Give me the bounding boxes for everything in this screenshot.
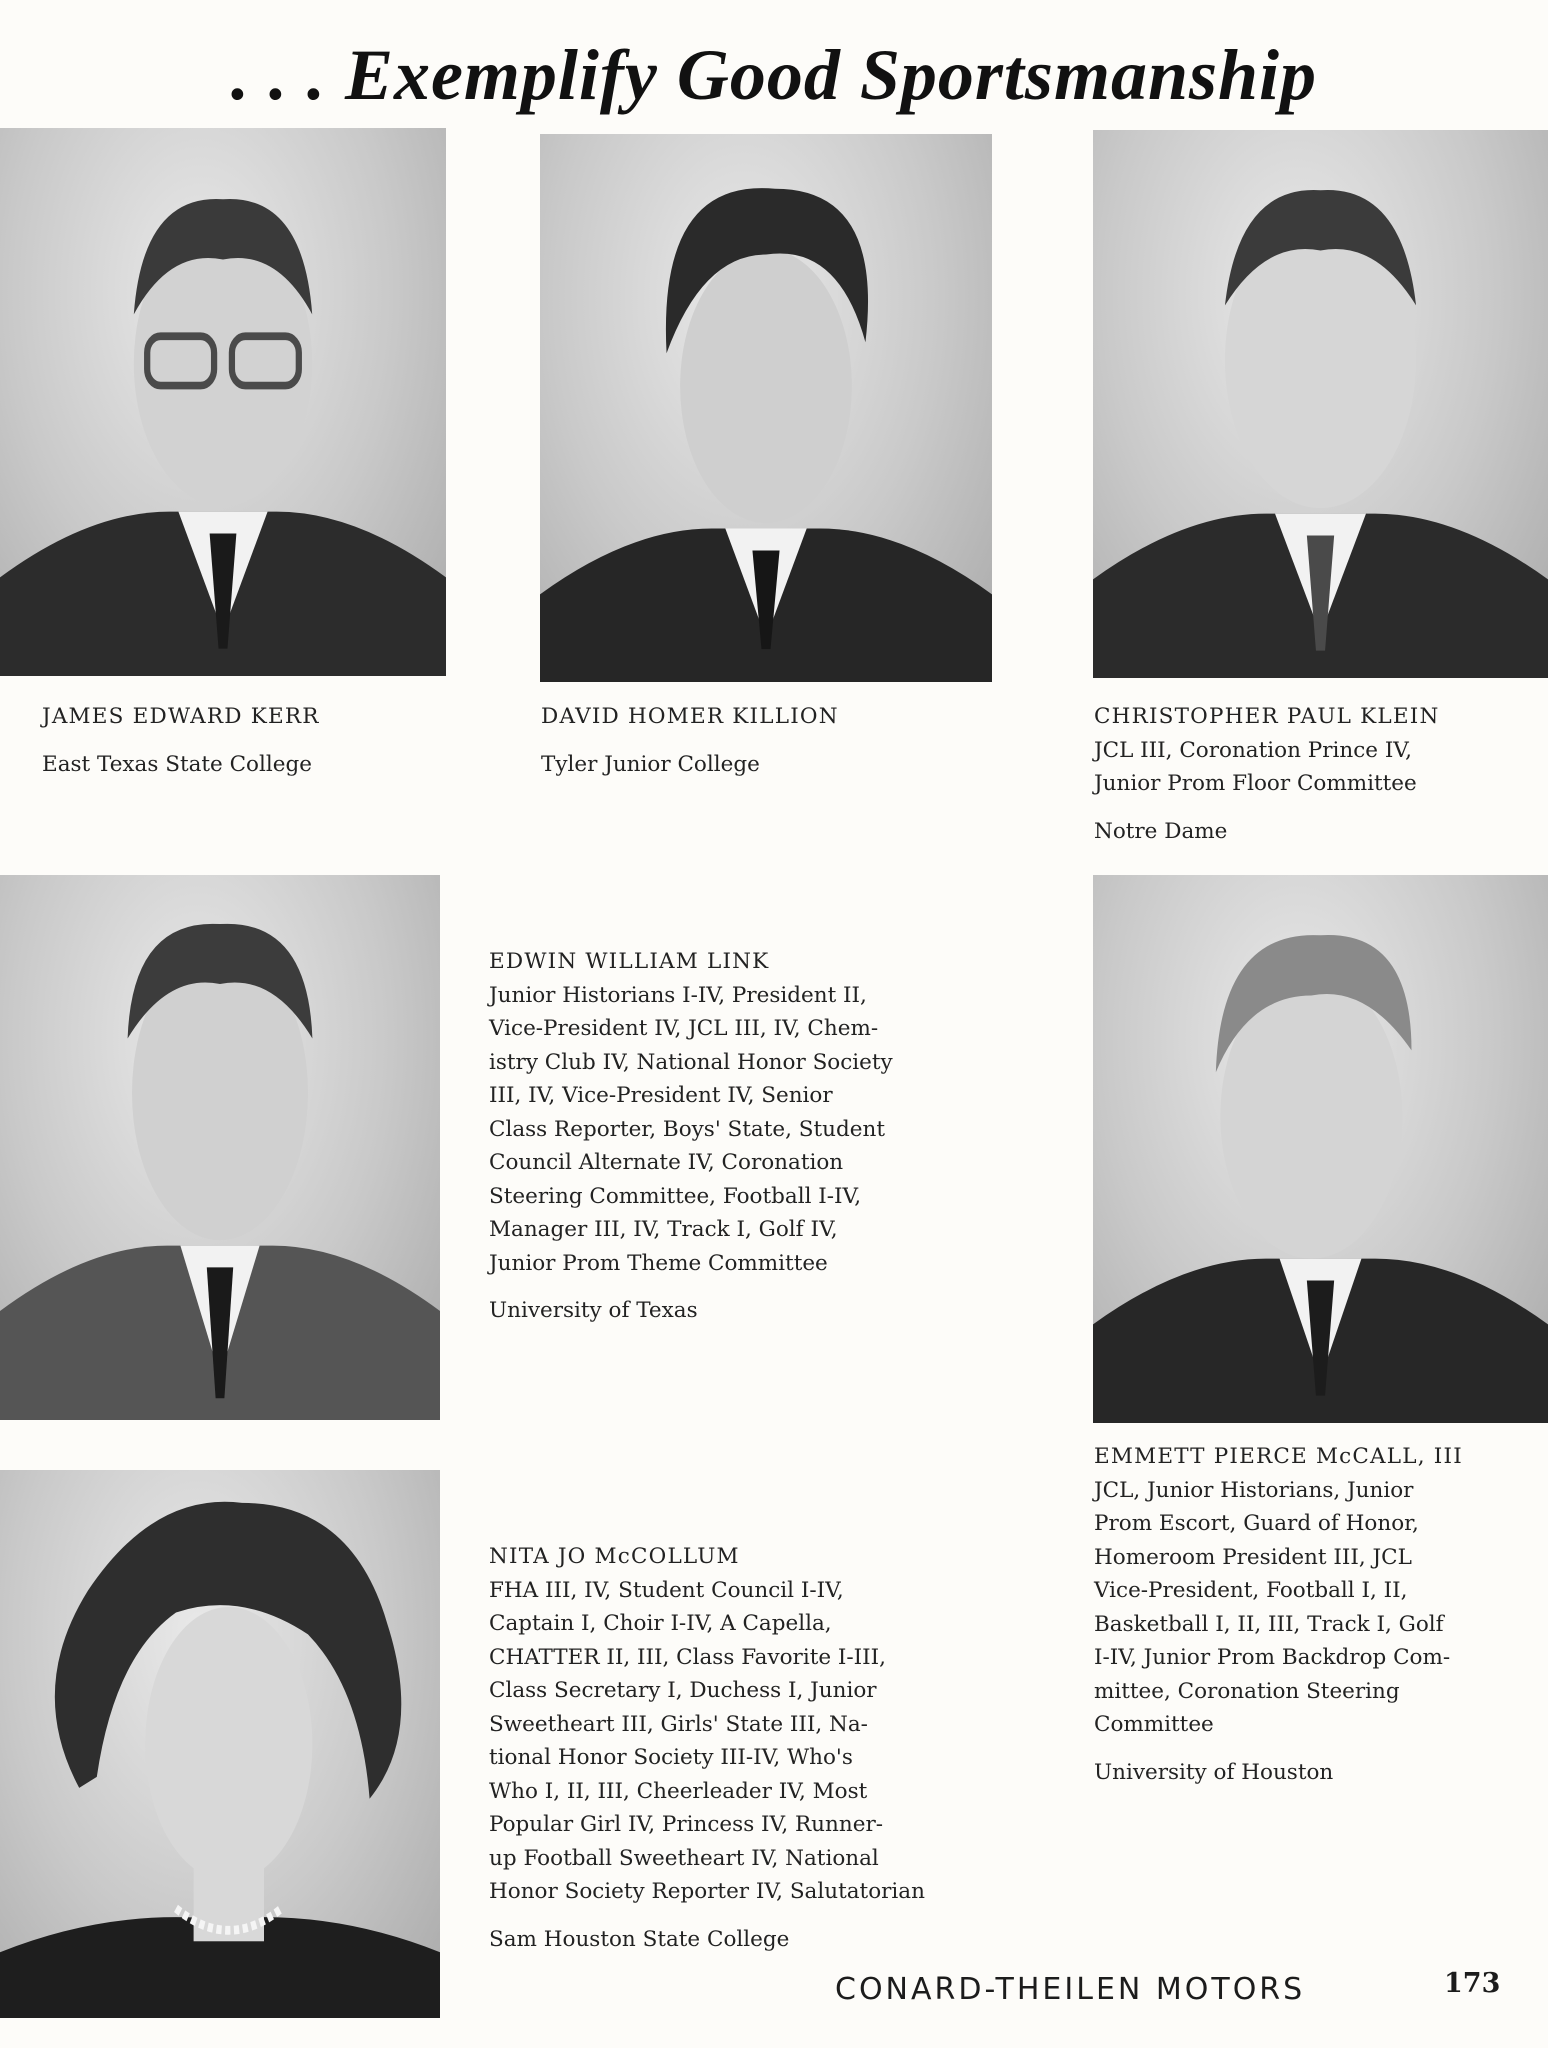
student-activities-line: Vice-President, Football I, II, [1094, 1578, 1408, 1603]
student-activities-line: istry Club IV, National Honor Society [489, 1049, 893, 1075]
student-activities-line: Manager III, IV, Track I, Golf IV, [489, 1217, 838, 1242]
student-activities-line: Junior Prom Theme Committee [489, 1250, 828, 1276]
student-activities-line: Sweetheart III, Girls' State III, Na- [489, 1711, 868, 1737]
portrait-photo-killion [540, 134, 992, 682]
student-name: EMMETT PIERCE McCALL, III [1094, 1444, 1463, 1469]
student-activities-line: up Football Sweetheart IV, National [489, 1845, 879, 1871]
student-activities-line: Junior Historians I-IV, President II, [489, 982, 867, 1008]
student-bio-klein [1094, 700, 1544, 848]
student-activities-line: Who I, II, III, Cheerleader IV, Most [489, 1778, 868, 1804]
student-college: East Texas State College [42, 751, 312, 777]
student-activities-line: Basketball I, II, III, Track I, Golf [1094, 1611, 1444, 1637]
student-bio-kerr [42, 700, 482, 781]
student-activities-line: Steering Committee, Football I-IV, [489, 1183, 862, 1209]
student-bio-mccall [1094, 1440, 1544, 1789]
student-activities-line: CHATTER II, III, Class Favorite I-III, [489, 1644, 886, 1670]
student-college: University of Texas [489, 1298, 698, 1323]
portrait-photo-klein [1093, 130, 1548, 678]
sponsor-footer: CONARD-THEILEN MOTORS [835, 1972, 1306, 2007]
student-activities-line: Popular Girl IV, Princess IV, Runner- [489, 1812, 883, 1837]
student-activities-line: Vice-President IV, JCL III, IV, Chem- [489, 1016, 879, 1041]
student-activities-line: mittee, Coronation Steering [1094, 1678, 1400, 1704]
student-bio-link [489, 945, 1009, 1328]
student-activities-line: Captain I, Choir I-IV, A Capella, [489, 1611, 832, 1636]
student-activities-line: Class Secretary I, Duchess I, Junior [489, 1678, 877, 1703]
student-bio-mccollum [489, 1540, 1049, 1956]
student-activities-line: JCL, Junior Historians, Junior [1094, 1477, 1414, 1503]
student-activities-line: Prom Escort, Guard of Honor, [1094, 1511, 1419, 1536]
page-title: . . . Exemplify Good Sportsmanship [230, 35, 1318, 115]
student-activities-line: FHA III, IV, Student Council I-IV, [489, 1577, 844, 1603]
portrait-photo-kerr [0, 128, 446, 676]
student-college: University of Houston [1094, 1759, 1334, 1785]
student-name: CHRISTOPHER PAUL KLEIN [1094, 704, 1440, 729]
student-activities-line: JCL III, Coronation Prince IV, [1094, 737, 1412, 763]
student-activities-line: Class Reporter, Boys' State, Student [489, 1116, 885, 1142]
page-number: 173 [1444, 1968, 1501, 1999]
student-activities-line: Committee [1094, 1712, 1214, 1737]
student-activities-line: Junior Prom Floor Committee [1094, 771, 1417, 796]
student-bio-killion [541, 700, 1001, 781]
student-college: Sam Houston State College [489, 1926, 790, 1952]
student-name: NITA JO McCOLLUM [489, 1544, 740, 1569]
student-activities-line: Council Alternate IV, Coronation [489, 1150, 844, 1175]
student-name: JAMES EDWARD KERR [42, 704, 320, 729]
student-name: DAVID HOMER KILLION [541, 704, 839, 729]
student-college: Tyler Junior College [541, 751, 760, 777]
portrait-photo-mccall [1093, 875, 1548, 1423]
student-name: EDWIN WILLIAM LINK [489, 949, 770, 974]
student-activities-line: III, IV, Vice-President IV, Senior [489, 1083, 833, 1108]
student-college: Notre Dame [1094, 818, 1228, 844]
portrait-photo-mccollum [0, 1470, 440, 2018]
student-activities-line: I-IV, Junior Prom Backdrop Com- [1094, 1645, 1451, 1670]
student-activities-line: Honor Society Reporter IV, Salutatorian [489, 1879, 925, 1904]
portrait-photo-link [0, 875, 440, 1420]
student-activities-line: Homeroom President III, JCL [1094, 1544, 1412, 1570]
student-activities-line: tional Honor Society III-IV, Who's [489, 1745, 853, 1770]
